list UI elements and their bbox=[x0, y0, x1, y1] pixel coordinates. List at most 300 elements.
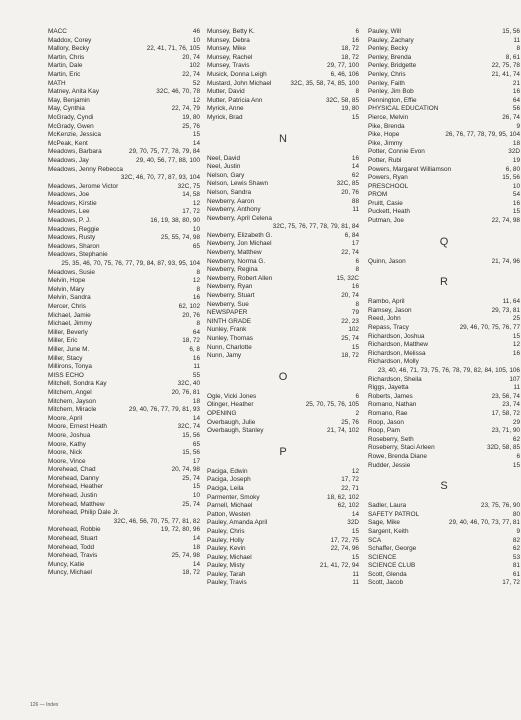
entry-name: Moore, Kathy bbox=[48, 440, 87, 448]
index-entry bbox=[48, 37, 200, 46]
entry-pages: 64 bbox=[512, 96, 520, 104]
index-entry bbox=[368, 140, 520, 149]
index-entry bbox=[368, 97, 520, 106]
index-entry bbox=[368, 54, 520, 63]
page-footer: 126 — Index bbox=[30, 702, 59, 708]
entry-pages: 6 bbox=[516, 452, 520, 460]
entry-name: Morehead, Danny bbox=[48, 474, 99, 482]
index-entry bbox=[368, 579, 520, 588]
index-entry bbox=[368, 410, 520, 419]
entry-name: Michael, Jimmy bbox=[48, 320, 93, 328]
index-entry bbox=[207, 468, 359, 477]
entry-name: Moore, April bbox=[48, 414, 83, 422]
entry-pages: 107 bbox=[509, 375, 520, 383]
entry-name: SAFETY PATROL bbox=[368, 510, 420, 518]
entry-name: Richardson, Sheila bbox=[368, 375, 422, 383]
entry-name: Overbaugh, Stanley bbox=[207, 427, 264, 435]
index-entry bbox=[207, 114, 359, 123]
entry-pages: 15, 56 bbox=[182, 431, 200, 439]
entry-name: Paciga, Edwin bbox=[207, 467, 248, 475]
entry-name: Pauley, Misty bbox=[207, 562, 245, 570]
entry-name: Rambo, April bbox=[368, 298, 405, 306]
entry-pages: 15 bbox=[192, 131, 200, 139]
index-entry bbox=[48, 217, 200, 226]
index-entry bbox=[48, 561, 200, 570]
index-entry bbox=[207, 410, 359, 419]
index-entry bbox=[48, 552, 200, 561]
index-entry bbox=[207, 344, 359, 353]
index-entry bbox=[368, 427, 520, 436]
entry-name: Pike, Brenda bbox=[368, 122, 405, 130]
entry-name: Meadows, Barbara bbox=[48, 148, 102, 156]
index-entry bbox=[48, 346, 200, 355]
entry-pages: 23, 56, 74 bbox=[491, 392, 520, 400]
entry-pages: 14 bbox=[192, 414, 200, 422]
entry-pages: 21, 74, 102 bbox=[327, 427, 359, 435]
entry-name: NINTH GRADE bbox=[207, 317, 252, 325]
index-entry bbox=[48, 200, 200, 209]
index-entry bbox=[207, 283, 359, 292]
entry-pages: 10 bbox=[192, 225, 200, 233]
entry-pages: 29, 46, 70, 75, 76, 77 bbox=[459, 324, 520, 332]
entry-name: Pauley, Will bbox=[368, 28, 401, 35]
index-entry bbox=[368, 537, 520, 546]
index-entry bbox=[368, 157, 520, 166]
entry-name: Potter, Rubi bbox=[368, 156, 402, 164]
entry-name: Scott, Glenda bbox=[368, 570, 407, 578]
index-entry bbox=[207, 275, 359, 284]
index-entry bbox=[368, 401, 520, 410]
index-entry bbox=[48, 131, 200, 140]
entry-name: Munsey, Rachel bbox=[207, 53, 253, 61]
entry-pages: 16 bbox=[192, 354, 200, 362]
entry-name: Penley, Becky bbox=[368, 45, 409, 53]
entry-pages: 8 bbox=[196, 320, 200, 328]
index-entry bbox=[207, 309, 359, 318]
entry-pages: 11 bbox=[193, 363, 200, 371]
index-entry bbox=[207, 54, 359, 63]
entry-pages: 11 bbox=[513, 384, 520, 392]
entry-name: Pauley, Amanda April bbox=[207, 519, 268, 527]
index-entry bbox=[48, 466, 200, 475]
entry-name: Miller, Stacy bbox=[48, 354, 83, 362]
entry-name: Meadows, Rusty bbox=[48, 234, 96, 242]
entry-pages: 15, 32C bbox=[336, 274, 359, 282]
entry-pages: 8 bbox=[516, 45, 520, 53]
entry-name: Ogle, Vicki Jones bbox=[207, 392, 257, 400]
index-entry bbox=[48, 148, 200, 157]
entry-pages: 25, 76 bbox=[341, 418, 359, 426]
entry-pages: 17 bbox=[351, 240, 359, 248]
entry-name: Miller, Beverly bbox=[48, 328, 88, 336]
entry-pages: 21, 41, 72, 94 bbox=[319, 562, 359, 570]
index-entry bbox=[48, 432, 200, 441]
entry-name: Nunley, Frank bbox=[207, 326, 247, 334]
entry-pages: 56 bbox=[512, 105, 520, 113]
index-entry bbox=[368, 444, 520, 453]
entry-name: Newberry, Jon Michael bbox=[207, 240, 272, 248]
index-entry bbox=[207, 326, 359, 335]
index-entry bbox=[48, 71, 200, 80]
entry-name: Neel, Justin bbox=[207, 163, 241, 171]
entry-pages: 10 bbox=[192, 36, 200, 44]
index-entry bbox=[368, 148, 520, 157]
entry-pages: 20, 74 bbox=[341, 292, 359, 300]
index-entry bbox=[207, 88, 359, 97]
entry-name: Roberts, James bbox=[368, 392, 413, 400]
entry-pages: 18, 72 bbox=[182, 569, 200, 577]
entry-pages: 2 bbox=[355, 409, 359, 417]
entry-pages: 23, 75, 76, 90 bbox=[480, 502, 520, 510]
index-entry bbox=[48, 372, 200, 381]
entry-name: Morehead, Stuart bbox=[48, 535, 98, 543]
index-entry bbox=[368, 545, 520, 554]
index-entry bbox=[48, 234, 200, 243]
index-entry bbox=[207, 545, 359, 554]
entry-pages: 15 bbox=[351, 343, 359, 351]
entry-name: Paciga, Leila bbox=[207, 484, 244, 492]
index-entry bbox=[368, 519, 520, 528]
entry-name: Melvin, Mary bbox=[48, 285, 85, 293]
entry-name: Newberry, Elizabeth G. bbox=[207, 231, 273, 239]
entry-pages: 16, 19, 38, 80, 90 bbox=[150, 217, 200, 225]
index-entry bbox=[207, 335, 359, 344]
entry-pages: 29, 40, 76, 77, 79, 81, 93 bbox=[128, 406, 200, 414]
entry-pages: 62 bbox=[512, 545, 520, 553]
entry-name: Pierce, Melvin bbox=[368, 113, 409, 121]
entry-name: Martin, Dale bbox=[48, 62, 83, 70]
entry-name: Morehead, Chad bbox=[48, 466, 96, 474]
entry-pages: 32C, 40 bbox=[177, 380, 200, 388]
entry-name: Penley, Brenda bbox=[368, 53, 412, 61]
entry-name: Olinger, Heather bbox=[207, 401, 254, 409]
entry-name: Newberry, Anthony bbox=[207, 206, 261, 214]
entry-pages: 29, 73, 81 bbox=[491, 306, 520, 314]
entry-name: MATH bbox=[48, 79, 66, 87]
entry-pages: 32C, 58, 85 bbox=[325, 96, 359, 104]
index-entry bbox=[368, 384, 520, 393]
entry-name: SCA bbox=[368, 536, 382, 544]
index-entry bbox=[207, 579, 359, 588]
entry-name: Morehead, Travis bbox=[48, 552, 98, 560]
entry-pages: 53 bbox=[512, 553, 520, 561]
entry-name: Potter, Connie Evon bbox=[368, 148, 425, 156]
entry-pages: 8 bbox=[355, 88, 359, 96]
index-entry bbox=[48, 406, 200, 415]
entry-pages: 11 bbox=[352, 570, 359, 578]
index-entry bbox=[368, 183, 520, 192]
entry-pages: 12 bbox=[192, 96, 200, 104]
index-entry bbox=[207, 318, 359, 327]
entry-pages: 20, 76 bbox=[341, 188, 359, 196]
entry-pages: 32C, 74 bbox=[177, 423, 200, 431]
entry-name: Pruitt, Casie bbox=[368, 199, 403, 207]
entry-pages: 15, 56 bbox=[502, 28, 520, 35]
entry-name: Morehead, Philip Dale Jr. bbox=[48, 509, 120, 517]
entry-name: Morehead, Todd bbox=[48, 543, 95, 551]
index-entry bbox=[207, 180, 359, 189]
index-entry bbox=[207, 494, 359, 503]
entry-name: Munsey, Mike bbox=[207, 45, 246, 53]
entry-name: May, Benjamin bbox=[48, 96, 90, 104]
entry-name: Paciga, Joseph bbox=[207, 476, 251, 484]
entry-pages: 11, 64 bbox=[502, 298, 520, 306]
index-entry bbox=[48, 286, 200, 295]
index-entry bbox=[48, 526, 200, 535]
entry-name: SCIENCE CLUB bbox=[368, 562, 416, 570]
entry-pages: 9 bbox=[516, 122, 520, 130]
entry-name: Nunn, Charlotte bbox=[207, 343, 252, 351]
index-entry bbox=[368, 462, 520, 471]
index-entry bbox=[368, 333, 520, 342]
entry-pages: 17 bbox=[192, 457, 200, 465]
entry-pages: 25, 74 bbox=[182, 474, 200, 482]
entry-name: Meadows, Jerome Victor bbox=[48, 182, 119, 190]
index-entry bbox=[48, 123, 200, 132]
entry-pages: 14, 58 bbox=[182, 191, 200, 199]
entry-pages: 18 bbox=[512, 139, 520, 147]
index-entry bbox=[368, 166, 520, 175]
entry-pages: 20, 74 bbox=[182, 53, 200, 61]
entry-pages: 16 bbox=[512, 349, 520, 357]
index-entry bbox=[48, 492, 200, 501]
entry-pages: 20, 76 bbox=[182, 311, 200, 319]
entry-pages: 32C, 85 bbox=[336, 180, 359, 188]
entry-pages: 32D bbox=[347, 519, 359, 527]
entry-pages: 22, 74, 98 bbox=[491, 217, 520, 225]
entry-name: McKenzie, Jessica bbox=[48, 131, 101, 139]
entry-name: Repass, Tracy bbox=[368, 324, 409, 332]
entry-name: Powers, Ryan bbox=[368, 174, 408, 182]
entry-pages: 8 bbox=[355, 300, 359, 308]
entry-name: Mutter, Patricia Ann bbox=[207, 96, 263, 104]
index-entry bbox=[48, 544, 200, 553]
entry-pages: 22, 71 bbox=[341, 484, 359, 492]
entry-pages: 22, 74 bbox=[182, 70, 200, 78]
index-entry bbox=[207, 554, 359, 563]
index-entry bbox=[368, 562, 520, 571]
section-letter: O bbox=[278, 370, 288, 383]
section-letter: P bbox=[279, 445, 287, 458]
entry-name: Roop, Pam bbox=[368, 427, 400, 435]
entry-name: Pauley, Michael bbox=[207, 553, 252, 561]
index-entry bbox=[368, 71, 520, 80]
entry-pages: 11 bbox=[513, 36, 520, 44]
index-entry bbox=[48, 45, 200, 54]
entry-name: Meadows, Susie bbox=[48, 268, 95, 276]
entry-name: Richardson, Joshua bbox=[368, 332, 425, 340]
index-entry bbox=[368, 393, 520, 402]
index-entry bbox=[207, 105, 359, 114]
index-entry bbox=[368, 436, 520, 445]
entry-pages: 15 bbox=[351, 553, 359, 561]
entry-name: Matney, Anita Kay bbox=[48, 88, 100, 96]
entry-pages: 18, 72 bbox=[341, 352, 359, 360]
entry-name: Melvin, Sandra bbox=[48, 294, 91, 302]
section-letter: S bbox=[440, 480, 448, 493]
entry-name: May, Cynthia bbox=[48, 105, 85, 113]
index-entry bbox=[207, 571, 359, 580]
index-entry bbox=[368, 114, 520, 123]
index-entry bbox=[368, 191, 520, 200]
entry-name: Romano, Rae bbox=[368, 409, 408, 417]
index-entry bbox=[48, 423, 200, 432]
index-entry bbox=[207, 519, 359, 528]
entry-pages: 18 bbox=[192, 543, 200, 551]
entry-name: Meadows, Joe bbox=[48, 191, 90, 199]
index-entry bbox=[207, 62, 359, 71]
entry-pages: 102 bbox=[189, 62, 200, 70]
index-entry bbox=[48, 329, 200, 338]
index-entry bbox=[368, 200, 520, 209]
entry-pages: 25, 74 bbox=[341, 335, 359, 342]
entry-name: SCIENCE bbox=[368, 553, 397, 561]
index-entry bbox=[48, 415, 200, 424]
entry-name: Nunn, Jamy bbox=[207, 352, 242, 360]
entry-pages: 29, 40, 56, 77, 88, 100 bbox=[136, 156, 200, 164]
index-entry bbox=[207, 45, 359, 54]
index-column-3 bbox=[368, 28, 520, 588]
entry-pages: 20, 74, 98 bbox=[171, 466, 200, 474]
index-entry bbox=[368, 88, 520, 97]
entry-pages: 11 bbox=[352, 579, 359, 587]
entry-pages: 29, 40, 46, 70, 73, 77, 81 bbox=[448, 519, 520, 527]
entry-name: Patton, Westen bbox=[207, 510, 251, 518]
entry-pages: 88 bbox=[351, 197, 359, 205]
index-entry bbox=[48, 88, 200, 97]
entry-name: Pennington, Effie bbox=[368, 96, 417, 104]
entry-pages: 17, 58, 72 bbox=[491, 409, 520, 417]
index-entry bbox=[48, 320, 200, 329]
index-entry bbox=[368, 45, 520, 54]
index-entry bbox=[207, 97, 359, 106]
index-entry bbox=[207, 163, 359, 172]
entry-pages: 15 bbox=[512, 461, 520, 469]
index-entry bbox=[368, 105, 520, 114]
entry-pages: 32C, 46, 70, 78 bbox=[156, 88, 200, 96]
entry-pages: 25, 74 bbox=[182, 500, 200, 508]
entry-name: Meadows, P. J. bbox=[48, 217, 91, 225]
index-entry bbox=[207, 266, 359, 275]
entry-name: Muncy, Katie bbox=[48, 560, 85, 568]
index-entry bbox=[48, 303, 200, 312]
entry-name: Rowe, Brenda Diane bbox=[368, 452, 427, 460]
index-entry bbox=[48, 535, 200, 544]
entry-name: Meadows, Lee bbox=[48, 208, 90, 216]
index-entry bbox=[48, 105, 200, 114]
entry-pages: 25, 35, 46, 70, 75, 76, 77, 79, 84, 87, 93, 95, 104 bbox=[61, 260, 200, 268]
index-entry bbox=[48, 483, 200, 492]
entry-pages: 32D, 58, 85 bbox=[486, 444, 520, 452]
index-entry bbox=[48, 62, 200, 71]
index-entry bbox=[207, 301, 359, 310]
entry-pages: 6, 80 bbox=[505, 165, 520, 173]
index-entry bbox=[368, 131, 520, 140]
entry-pages: 15, 56 bbox=[182, 449, 200, 457]
entry-pages: 11 bbox=[352, 206, 359, 214]
index-entry bbox=[207, 511, 359, 520]
entry-pages: 102 bbox=[348, 326, 359, 334]
entry-pages: 61 bbox=[512, 570, 520, 578]
entry-pages: 22, 74 bbox=[341, 249, 359, 257]
index-column-1 bbox=[48, 28, 200, 578]
index-entry bbox=[48, 226, 200, 235]
entry-name: Pike, Jimmy bbox=[368, 139, 403, 147]
entry-pages: 62, 102 bbox=[337, 502, 359, 510]
entry-name: Meadows, Stephanie bbox=[48, 251, 108, 259]
entry-pages: 29, 70, 75, 77, 78, 79, 84 bbox=[128, 148, 200, 156]
entry-name: Newberry, Robert Allen bbox=[207, 274, 273, 282]
entry-pages: 14 bbox=[351, 163, 359, 171]
index-entry bbox=[48, 54, 200, 63]
entry-name: Puckett, Heath bbox=[368, 208, 410, 216]
entry-name: Pauley, Tarah bbox=[207, 570, 246, 578]
entry-name: Penley, Jim Bob bbox=[368, 88, 414, 96]
index-entry bbox=[368, 298, 520, 307]
index-entry bbox=[48, 449, 200, 458]
entry-name: Morehead, Matthew bbox=[48, 500, 105, 508]
entry-pages: 9 bbox=[516, 527, 520, 535]
index-entry bbox=[207, 80, 359, 89]
index-entry bbox=[48, 277, 200, 286]
index-entry bbox=[207, 249, 359, 258]
entry-pages: 8 bbox=[355, 266, 359, 274]
entry-name: Myrick, Anne bbox=[207, 105, 244, 113]
index-entry bbox=[368, 571, 520, 580]
entry-name: Roseberry, Staci Arleen bbox=[368, 444, 435, 452]
entry-pages: 18, 72 bbox=[182, 337, 200, 345]
entry-pages: 21, 74, 96 bbox=[491, 257, 520, 265]
entry-pages: 10 bbox=[512, 182, 520, 190]
entry-name: Neel, David bbox=[207, 154, 241, 162]
index-entry bbox=[368, 307, 520, 316]
index-entry bbox=[368, 358, 520, 375]
index-entry bbox=[207, 206, 359, 215]
entry-name: Mercer, Chris bbox=[48, 303, 86, 310]
entry-pages: 65 bbox=[192, 242, 200, 250]
index-entry bbox=[48, 441, 200, 450]
index-entry bbox=[368, 123, 520, 132]
entry-pages: 25, 76 bbox=[182, 122, 200, 130]
entry-pages: 6 bbox=[355, 28, 359, 35]
index-entry bbox=[207, 37, 359, 46]
entry-name: Moore, Joshua bbox=[48, 431, 91, 439]
index-entry bbox=[48, 380, 200, 389]
entry-name: Moore, Ernest Heath bbox=[48, 423, 107, 431]
index-entry bbox=[48, 509, 200, 526]
index-entry bbox=[48, 398, 200, 407]
entry-pages: 8 bbox=[196, 285, 200, 293]
index-entry bbox=[48, 294, 200, 303]
entry-name: Richardson, Melissa bbox=[368, 349, 426, 357]
index-entry bbox=[368, 80, 520, 89]
index-entry bbox=[368, 258, 520, 267]
index-entry bbox=[368, 324, 520, 333]
entry-name: Meadows, Sharon bbox=[48, 242, 100, 250]
index-entry bbox=[48, 157, 200, 166]
entry-name: Romano, Nathan bbox=[368, 401, 417, 409]
entry-pages: 32C, 46, 70, 77, 87, 93, 104 bbox=[120, 174, 200, 182]
entry-pages: 14 bbox=[192, 139, 200, 147]
index-entry bbox=[368, 528, 520, 537]
entry-name: Sadler, Laura bbox=[368, 502, 407, 510]
entry-pages: 23, 71, 90 bbox=[491, 427, 520, 435]
entry-name: Munsey, Debra bbox=[207, 36, 250, 44]
entry-pages: 19, 72, 80, 96 bbox=[160, 526, 200, 534]
entry-pages: 23, 40, 46, 71, 73, 75, 76, 78, 79, 82, 84, 105, 106 bbox=[377, 367, 520, 374]
entry-pages: 6, 46, 106 bbox=[330, 70, 359, 78]
entry-pages: 65 bbox=[192, 440, 200, 448]
